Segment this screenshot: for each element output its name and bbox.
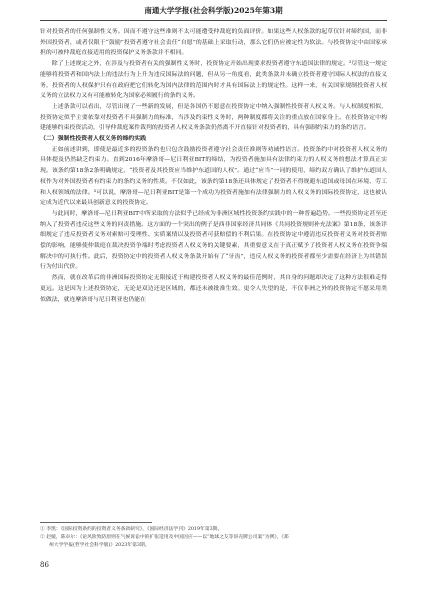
running-header: 南通大学学报(社会科学版)2025年第3期 [144,6,283,15]
body-paragraph: 然而，就在改革后的非洲国际投资协定无限接近于构建投资者人权义务的最佳范例时，其自身的问题却决定了这种方法很难走得更远。这是因为上述投资协定，无论是双边还是区域的，都还未被批准生效。更令人失望的是，不仅非洲之外的投资协定不愿采用类似做法，就连摩洛哥与尼日利亚也仍能在 [40,275,387,303]
footnote: ② 赵媛，陈卓尔：《论风险致防原则在气候诉讼中的扩张适用及中国因应——以“地球之友等诉壳牌公司案”为例》，《郑 [40,535,289,540]
body-paragraph: 上述条款可以看出，尽管出现了一些新的发展，但是各国仍不愿意在投资协定中纳入强制性投资者人权义务。与人权制度相似，投资协定似乎主要依靠对投资者不具强制力的标准，当涉及约束性义务时，两种制度都将关注的重点放在国家身上。在投资协定中构建能够约束投资活动，引导仲裁庭案件裁判的投资者人权义务条款仍然离不开直接针对投资者的，具有强制约束力的条约语言。 [40,103,387,132]
body-paragraph: 针对投资者的任何强制性义务。因而不遵守这些准则不太可能遭受仲裁庭的负面评价。如果这些人权条款的起草仅针对缔约国，而非外国投资者，或者仅限于“鼓励”投资者遵守社会责任“自愿”的基础上采取行动，那么它们仍应被定性为软法。与投资协定中由国家承担的可被仲裁庭直接适用的投资保护义务条款并不相同。 [40,29,387,57]
page-number: 86 [40,561,49,569]
section-heading: （二）强制性投资者人权义务的缔约实践 [40,135,147,143]
body-paragraph: 除了上述规定之外，在涉及与投资者有关的强制性义务时，投资协定开始出现要求投资者遵守东道国法律的规定。²尽管这一规定能够将投资者和国内法上的违法行为上升为违反国际法的问题，但从另一角度看，此类条款并未确立投资者遵守国际人权法的直接义务，投资者的人权保护只有在政府把它们转化为国内法律的范围内时才具有国际法上的规定性。这样一来，有关国家规制投资者人权义务的立法权力又有可能被转化为国家必须履行的条约义务。 [40,61,387,100]
body-paragraph: 正如前述讲到，即使是最近多的投资条约也只包含鼓励投资者遵守社会责任准则等劝诫性语言。投资条约中对投资者人权义务的具体提及仍然缺乏约束力。直到2016年摩洛哥—尼日利亚BIT的缔结，为投资者施加具有法律约束力的人权义务的想法才算真正实现。该条约第18条2条明确规定，“投资者及其投资应当维护东道国的人权”。通过“应当”一词的使用，缔约双方确认了维护东道国人权作为对外国投资者有约束力的条约义务的性质。不仅如此，该条约第18条还具体规定了投资者不得规避东道国或母国在环境、劳工和人权领域的法律。³可以说，摩洛哥—尼日利亚BIT是第一个成功为投资者施加有法律强制力的人权义务的国际投资协定，这也被认定成为近代以来最具创新意义的投资协定。 [40,146,387,207]
header-rule [40,20,387,21]
body-text [40,27,387,305]
footnote: ① 李凯：《国际投资条约的投资者义务条款研究》，《国际经济法学刊》2019年第3期。 [40,527,223,532]
footnote: 州大学学报(哲学社会科学版)》2023年第3期。 [49,543,150,548]
footnotes [40,526,387,550]
body-paragraph: 与此同时，摩洛哥—尼日利亚BIT中所采取的方法似乎已经成为非洲区域性投资条约实践中的一种普遍趋势。一些投资协定甚至还纳入了投资者违反这些义务的问责措施。这方面的一个突出的例子是西非国家经济共同体《共同投资规则补充法案》第18条，该条详细规定了违反投资者义务对索赔可受理性、实质案情以及投资者可获赔偿的不利后果。在投资协定中遵清违反投资者义务对投资者赔偿的影响，能够使仲裁庭在裁决投资争端时考虑投资者人权义务的关键要素，其重要意义在于真正赋予了投资者人权义务在投资争端解决中的可执行性。此后，投资协定中的投资者人权义务条款开始有了“牙齿”，违反人权义务的投资者都至少需要在经济上为其错误行为付出代价。 [40,210,387,271]
footnote-rule [40,522,152,523]
